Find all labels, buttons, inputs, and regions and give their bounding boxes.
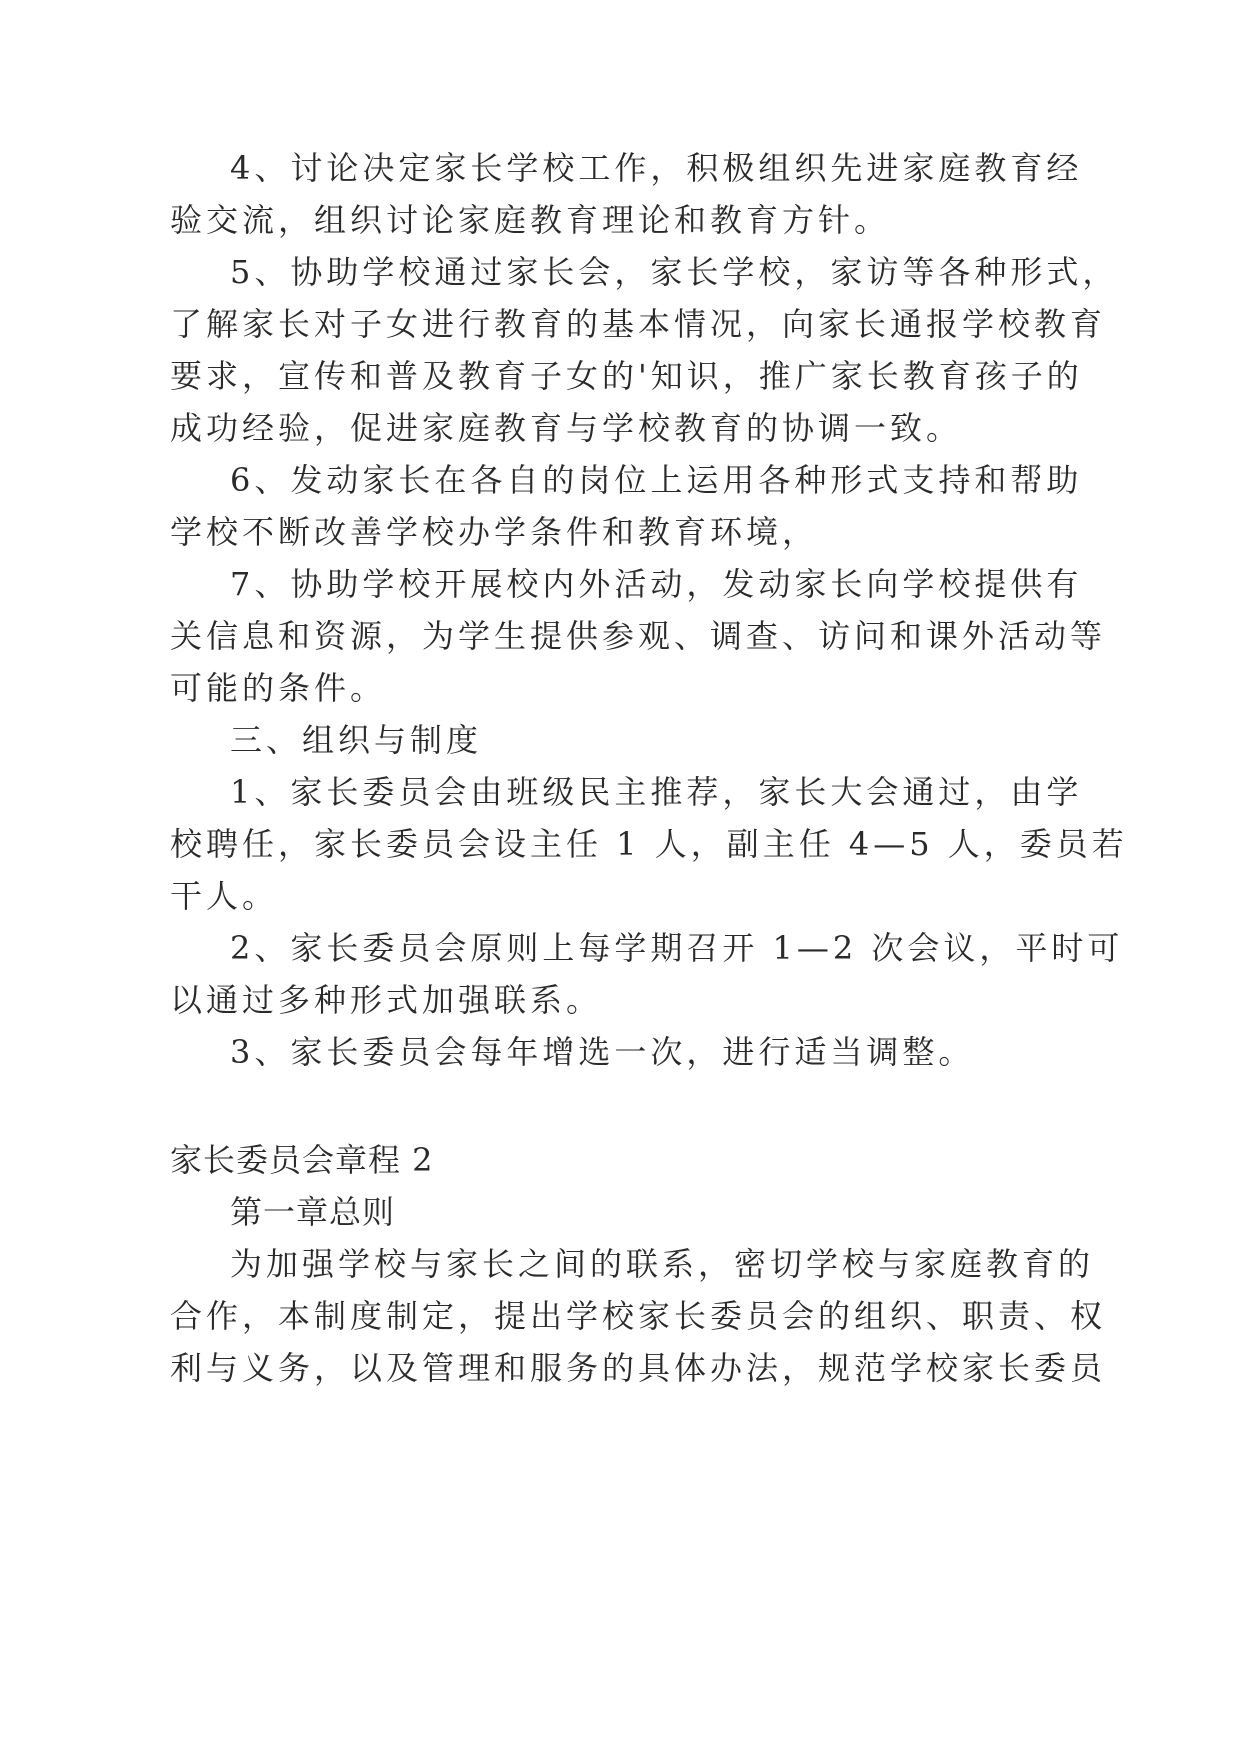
text-line: 以通过多种形式加强联系。 bbox=[170, 981, 603, 1019]
text-line: 5、协助学校通过家长会，家长学校，家访等各种形式， bbox=[230, 253, 1119, 291]
text-line: 学校不断改善学校办学条件和教育环境， bbox=[170, 513, 819, 551]
text-line: 要求，宣传和普及教育子女的'知识，推广家长教育孩子的 bbox=[170, 357, 1083, 395]
text-line: 了解家长对子女进行教育的基本情况，向家长通报学校教育 bbox=[170, 305, 1107, 343]
text-line: 3、家长委员会每年增选一次，进行适当调整。 bbox=[230, 1033, 975, 1071]
text-line: 7、协助学校开展校内外活动，发动家长向学校提供有 bbox=[230, 565, 1083, 603]
text-line: 利与义务，以及管理和服务的具体办法，规范学校家长委员 bbox=[170, 1349, 1107, 1387]
document-title: 家长委员会章程 2 bbox=[170, 1141, 434, 1179]
text-line: 6、发动家长在各自的岗位上运用各种形式支持和帮助 bbox=[230, 461, 1083, 499]
text-line: 校聘任，家长委员会设主任 1 人，副主任 4—5 人，委员若 bbox=[170, 825, 1128, 863]
text-line: 4、讨论决定家长学校工作，积极组织先进家庭教育经 bbox=[230, 149, 1083, 187]
text-line: 合作，本制度制定，提出学校家长委员会的组织、职责、权 bbox=[170, 1297, 1107, 1335]
text-line: 2、家长委员会原则上每学期召开 1—2 次会议，平时可 bbox=[230, 929, 1124, 967]
text-line: 验交流，组织讨论家庭教育理论和教育方针。 bbox=[170, 201, 891, 239]
text-line: 为加强学校与家长之间的联系，密切学校与家庭教育的 bbox=[230, 1245, 1095, 1283]
text-line: 关信息和资源，为学生提供参观、调查、访问和课外活动等 bbox=[170, 617, 1107, 655]
text-line: 成功经验，促进家庭教育与学校教育的协调一致。 bbox=[170, 409, 963, 447]
chapter-heading: 第一章总则 bbox=[230, 1193, 396, 1231]
text-line: 干人。 bbox=[170, 877, 279, 915]
section-heading: 三、组织与制度 bbox=[230, 721, 483, 759]
text-line: 可能的条件。 bbox=[170, 669, 387, 707]
text-line: 1、家长委员会由班级民主推荐，家长大会通过，由学 bbox=[230, 773, 1083, 811]
